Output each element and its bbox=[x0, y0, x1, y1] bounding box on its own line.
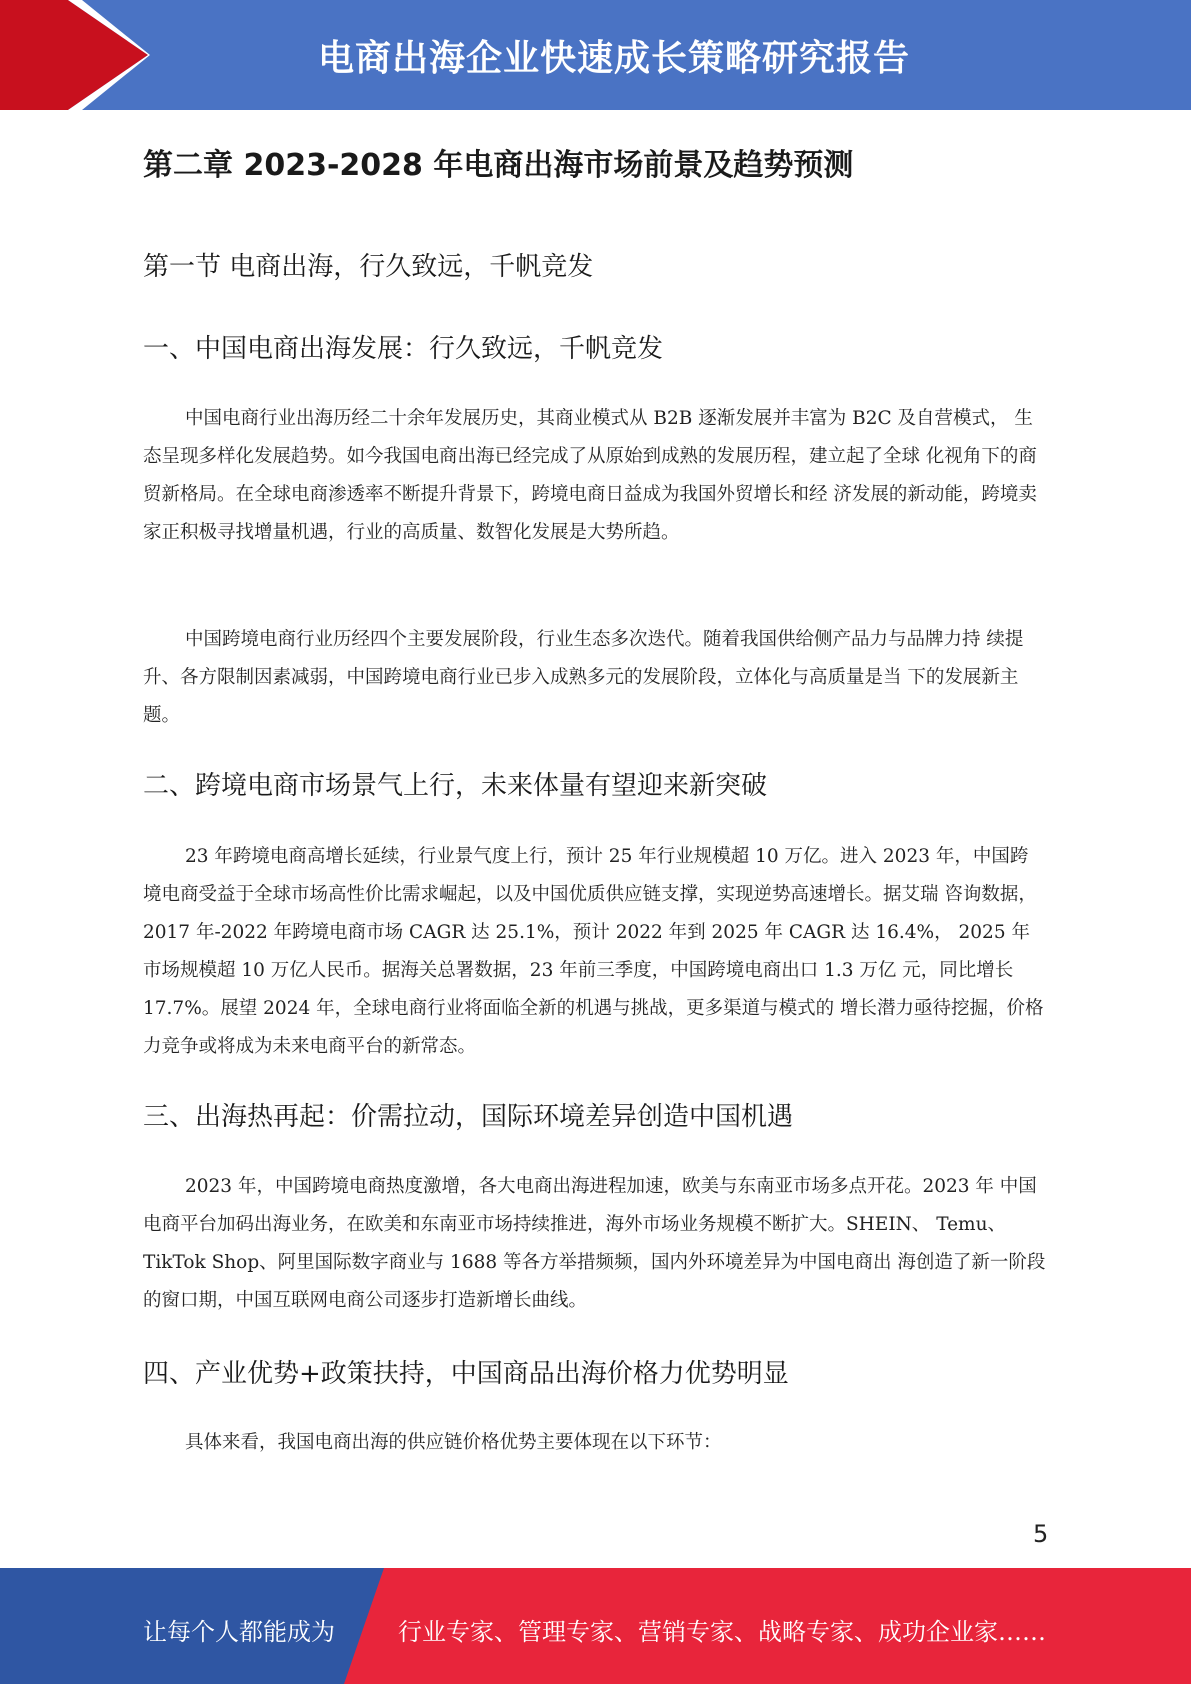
paragraph: 具体来看，我国电商出海的供应链价格优势主要体现在以下环节： bbox=[185, 1432, 722, 1453]
section-title: 第一节 电商出海，行久致远，千帆竞发 bbox=[143, 252, 594, 282]
paragraph: 中国跨境电商行业历经四个主要发展阶段，行业生态多次迭代。随着我国供给侧产品力与品牌力持 续提升、各方限制因素减弱，中国跨境电商行业已步入成熟多元的发展阶段，立体化与高质量是当 下的发展新主题。 bbox=[143, 629, 1024, 726]
report-title: 电商出海企业快速成长策略研究报告 bbox=[318, 38, 911, 79]
paragraph: 中国电商行业出海历经二十余年发展历史，其商业模式从 B2B 逐渐发展并丰富为 B2C 及自营模式， 生态呈现多样化发展趋势。如今我国电商出海已经完成了从原始到成熟的发展历程，建立起了全球 化视角下的商贸新格局。在全球电商渗透率不断提升背景下，跨境电商日益成为我国外贸增长和经 济发展的新动能，跨境卖家正积极寻找增量机遇，行业的高质量、数智化发展是大势所趋。 bbox=[143, 408, 1037, 543]
section-heading-2: 二、跨境电商市场景气上行，未来体量有望迎来新突破 bbox=[143, 771, 768, 801]
footer-slogan-left: 让每个人都能成为 bbox=[143, 1618, 335, 1646]
footer-slogan-right: 行业专家、管理专家、营销专家、战略专家、成功企业家…… bbox=[398, 1618, 1046, 1646]
section-heading-4: 四、产业优势+政策扶持，中国商品出海价格力优势明显 bbox=[143, 1359, 789, 1389]
red-chevron-decoration bbox=[0, 0, 160, 110]
header-banner bbox=[0, 0, 1191, 110]
chapter-title: 第二章 2023-2028 年电商出海市场前景及趋势预测 bbox=[143, 148, 854, 183]
paragraph: 2023 年，中国跨境电商热度激增，各大电商出海进程加速，欧美与东南亚市场多点开花。2023 年 中国电商平台加码出海业务，在欧美和东南亚市场持续推进，海外市场业务规模不断扩大。SHEIN、 Temu、TikTok Shop、阿里国际数字商业与 1688 等各方举措频频，国内外环境差异为中国电商出 海创造了新一阶段的窗口期，中国互联网电商公司逐步打造新增长曲线。 bbox=[143, 1176, 1046, 1311]
section-heading-1: 一、中国电商出海发展：行久致远，千帆竞发 bbox=[143, 334, 664, 364]
footer-banner bbox=[0, 1568, 1191, 1684]
section-heading-3: 三、出海热再起：价需拉动，国际环境差异创造中国机遇 bbox=[143, 1102, 794, 1132]
page-number: 5 bbox=[1033, 1520, 1049, 1548]
paragraph: 23 年跨境电商高增长延续，行业景气度上行，预计 25 年行业规模超 10 万亿。进入 2023 年，中国跨 境电商受益于全球市场高性价比需求崛起，以及中国优质供应链支撑，实现逆势高速增长。据艾瑞 咨询数据，2017 年-2022 年跨境电商市场 CAGR 达 25.1%，预计 2022 年到 2025 年 CAGR 达 16.4%， 2025 年市场规模超 10 万亿人民币。据海关总署数据，23 年前三季度，中国跨境电商出口 1.3 万亿 元，同比增长 17.7%。展望 2024 年，全球电商行业将面临全新的机遇与挑战，更多渠道与模式的 增长潜力亟待挖掘，价格力竞争或将成为未来电商平台的新常态。 bbox=[143, 846, 1044, 1057]
